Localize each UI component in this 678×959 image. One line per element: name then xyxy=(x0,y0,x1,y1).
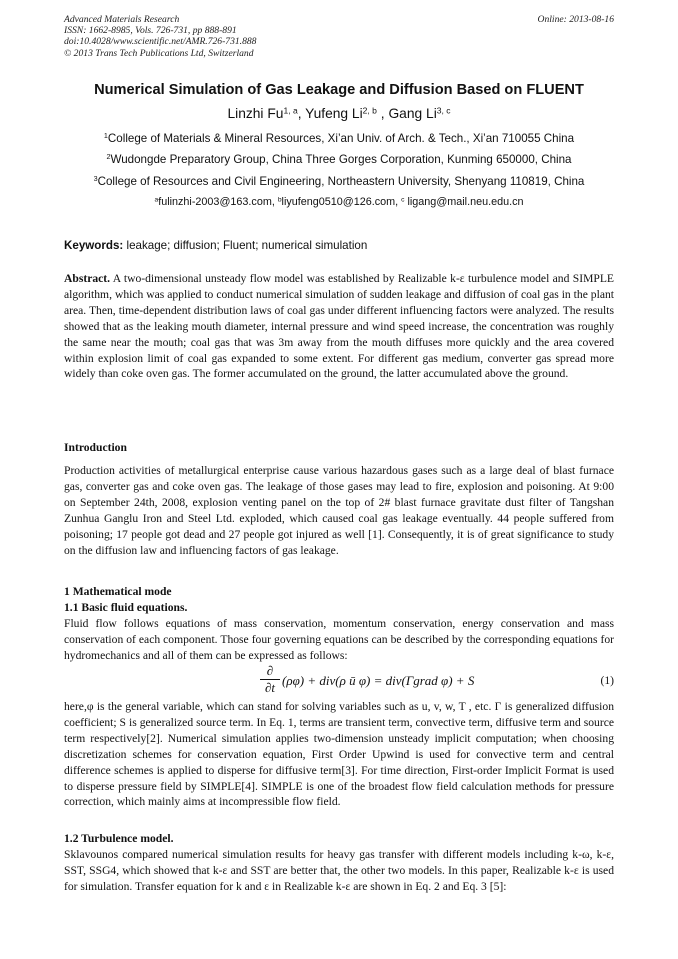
section-heading: 1 Mathematical mode xyxy=(64,585,172,598)
subsection-text: Fluid flow follows equations of mass conservation, momentum conservation, energy conservation and mass conservation of each component. Those four governing equations can be described by the corresponding equations for hydromechanics and all of them can be expressed as follows: xyxy=(64,617,614,662)
email-text: fulinzhi-2003@163.com, xyxy=(158,196,278,208)
affiliation-sup: 3 xyxy=(93,174,98,184)
author-sup: 3, c xyxy=(436,105,451,116)
online-date: Online: 2013-08-16 xyxy=(537,14,614,25)
equation-body: (ρφ) + div(ρ ū φ) = div(Γgrad φ) + S xyxy=(282,673,475,688)
affiliation-text: Wudongde Preparatory Group, China Three Gorges Corporation, Kunming 650000, China xyxy=(110,153,572,166)
equation-numerator: ∂ xyxy=(260,664,280,680)
affiliation-text: College of Resources and Civil Engineering, Northeastern University, Shenyang 110819, China xyxy=(97,175,585,188)
email-text: ligang@mail.neu.edu.cn xyxy=(404,196,524,208)
affiliation xyxy=(40,175,638,188)
journal-doi: doi:10.4028/www.scientific.net/AMR.726-731.888 xyxy=(64,36,257,48)
email-text: liyufeng0510@126.com, xyxy=(281,196,402,208)
introduction-text: Production activities of metallurgical enterprise cause various hazardous gases such as a large deal of blast furnace gas, converter gas and coke oven gas. The leakage of those gases may lead to fire, explosion and poisoning. At 9:00 on September 24th, 2008, explosion venting panel on the top of 2# blast furnace gravitate dust filter of Tangshan Zunhua Ganglu Iron and Steel Ltd. exploded, which caused coal gas leakage eventually. 44 people suffered from poisoning; 17 people got dead and 27 people got injured as well [1]. Consequently, it is of great significance to study on the diffusion law and influencing factors of gas leakage. xyxy=(64,464,614,557)
subsection-text: Sklavounos compared numerical simulation results for heavy gas transfer with different models including k-ω, k-ε, SST, SSG4, which showed that k-ε and SST are better that, the other two models. In this paper, Realizable k-ε is used for simulation. Transfer equation for k and ε in Realizable k-ε are shown in Eq. 2 and Eq. 3 [5]: xyxy=(64,848,614,893)
journal-copyright: © 2013 Trans Tech Publications Ltd, Switzerland xyxy=(64,47,254,59)
equation-1 xyxy=(64,664,614,698)
keywords xyxy=(64,239,367,252)
affiliation-text: College of Materials & Mineral Resources, Xi’an Univ. of Arch. & Tech., Xi’an 710055 China xyxy=(107,132,575,145)
introduction-heading: Introduction xyxy=(64,441,127,454)
author-sep: , xyxy=(376,106,389,121)
journal-name: Advanced Materials Research xyxy=(64,14,180,25)
subsection-heading: 1.1 Basic fluid equations. xyxy=(64,601,188,614)
subsection-text: here,φ is the general variable, which can stand for solving variables such as u, v, w, T , etc. Γ is generalized diffusion coefficient; S is generalized source term. In Eq. 1, terms are transient term, convective term, diffusive term and source term respectively[2]. Numerical simulation applies two-dimension unsteady implicit computation; when choosing discretization schemes for conservation equation, First Order Upwind is used for convective term and central difference schemes is applied to disperse for diffusive term[3]. For time direction, First-order Implicit Format is used to disperse pressure field by SIMPLE[4]. SIMPLE is one of the broadest flow field calculation methods for pressure correction, which mainly aims at incompressible flow field. xyxy=(64,700,614,809)
equation-fraction xyxy=(260,664,280,695)
abstract-text: A two-dimensional unsteady flow model was established by Realizable k-ε turbulence model and SIMPLE algorithm, which was applied to conduct numerical simulation of sudden leakage and diffusion of coal gas in the plant area. Then, time-dependent distribution laws of coal gas under different influencing factors were analyzed. The results showed that as the leaking mouth diameter, internal pressure and wind speed increase, the concentration was roughly the same near the mouth; coal gas that was 3m away from the mouth diffuses more quickly and the area covered within explosion limit of coal gas expanded to some extent. For different gas medium, converter gas spread more widely than coke oven gas. The former accumulated on the ground, the latter accumulated above the ground. xyxy=(64,272,614,381)
author-sup: 1, a xyxy=(283,105,298,116)
author-sep: , xyxy=(297,106,306,121)
email-sup: b xyxy=(277,196,282,204)
equation-number: (1) xyxy=(600,674,614,687)
email-sup: a xyxy=(154,196,159,204)
journal-issn: ISSN: 1662-8985, Vols. 726-731, pp 888-891 xyxy=(64,25,237,37)
affiliation xyxy=(40,153,638,166)
journal-header xyxy=(64,14,256,59)
keywords-text: leakage; diffusion; Fluent; numerical simulation xyxy=(123,239,368,252)
equation-denominator: ∂t xyxy=(264,680,276,695)
keywords-label: Keywords: xyxy=(64,239,124,252)
affiliation-sup: 1 xyxy=(103,131,108,141)
abstract-label: Abstract. xyxy=(64,272,111,285)
email-sup: c xyxy=(401,196,405,204)
author-list xyxy=(40,106,638,121)
author-name: Gang Li xyxy=(388,106,437,121)
email-list xyxy=(40,196,638,208)
abstract xyxy=(64,271,614,382)
author-name: Linzhi Fu xyxy=(227,106,284,121)
subsection-heading: 1.2 Turbulence model. xyxy=(64,832,174,845)
author-sup: 2, b xyxy=(362,105,377,116)
author-name: Yufeng Li xyxy=(305,106,363,121)
affiliation xyxy=(40,132,638,145)
paper-title: Numerical Simulation of Gas Leakage and Diffusion Based on FLUENT xyxy=(94,82,584,98)
affiliation-sup: 2 xyxy=(106,152,111,162)
